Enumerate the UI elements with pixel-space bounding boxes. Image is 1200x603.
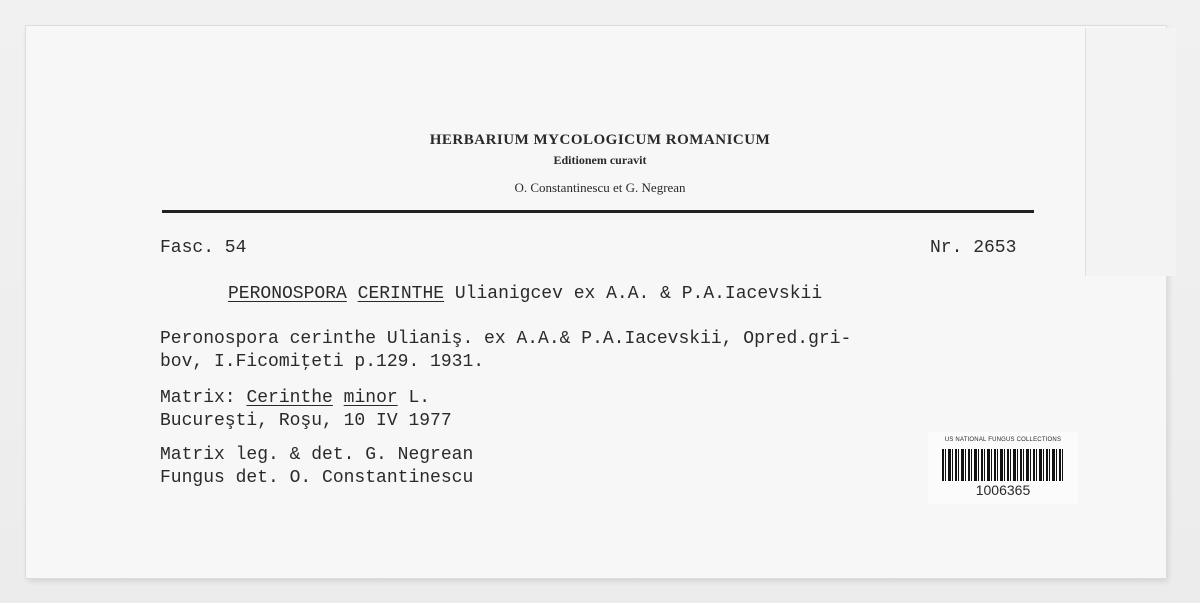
herbarium-editors: O. Constantinescu et G. Negrean bbox=[514, 180, 686, 195]
citation-line-1: Peronospora cerinthe Ulianiş. ex A.A.& P.A.Iacevskii, Opred.gri- bbox=[160, 329, 852, 349]
header-divider bbox=[162, 210, 1034, 213]
barcode-number: 1006365 bbox=[975, 482, 1031, 498]
matrix-label: Matrix: bbox=[160, 388, 236, 408]
host-author: L. bbox=[408, 388, 431, 408]
fascicle-number: Fasc. 54 bbox=[160, 238, 247, 258]
species-genus: PERONOSPORA bbox=[228, 284, 347, 304]
collector-line: Matrix leg. & det. G. Negrean bbox=[160, 445, 474, 465]
citation-line-2: bov, I.Ficomiţeti p.129. 1931. bbox=[160, 352, 485, 372]
barcode-institution: US NATIONAL FUNGUS COLLECTIONS bbox=[944, 437, 1062, 443]
host-genus: Cerinthe bbox=[246, 388, 333, 408]
barcode-label bbox=[928, 432, 1078, 504]
barcode-icon bbox=[942, 449, 1064, 481]
label-flap bbox=[1085, 28, 1176, 276]
label-header bbox=[160, 130, 1040, 196]
species-epithet: CERINTHE bbox=[357, 284, 445, 304]
herbarium-subtitle: Editionem curavit bbox=[553, 153, 647, 167]
species-name bbox=[228, 284, 822, 304]
locality-date: Bucureşti, Roşu, 10 IV 1977 bbox=[160, 411, 452, 431]
matrix-line bbox=[160, 388, 430, 408]
species-authority: Ulianigcev ex A.A. & P.A.Iacevskii bbox=[454, 284, 823, 304]
herbarium-title: HERBARIUM MYCOLOGICUM ROMANICUM bbox=[429, 132, 771, 148]
specimen-number: Nr. 2653 bbox=[930, 238, 1017, 258]
host-epithet: minor bbox=[343, 388, 398, 408]
determiner-line: Fungus det. O. Constantinescu bbox=[160, 468, 474, 488]
